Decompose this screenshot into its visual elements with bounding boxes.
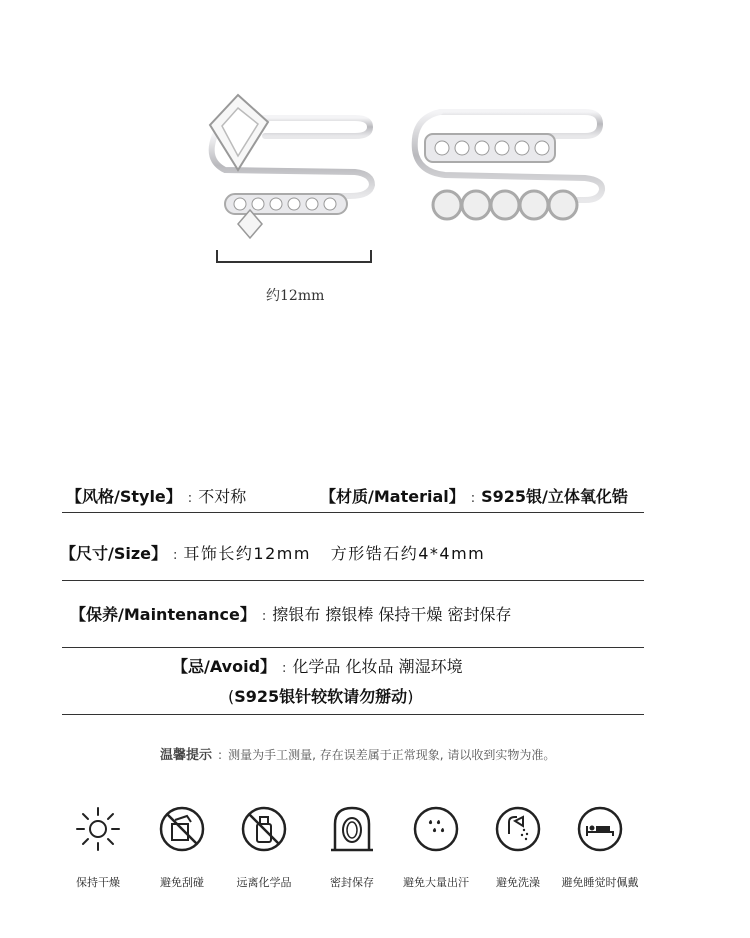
spec-avoid-note [228,684,413,707]
no-bump-icon [157,804,207,854]
note-close-paren: ) [407,687,414,706]
care-item-no-sleep [558,804,642,890]
care-item-no-sweat [394,804,478,890]
spec-style-value: 不对称 [198,487,247,506]
care-item-no-chemicals [222,804,306,890]
sealed-storage-icon [327,804,377,854]
divider [62,580,644,581]
divider [62,714,644,715]
spec-style-key: 【风格/Style】 [66,487,182,506]
spec-material-sep: : [470,491,476,506]
no-sleep-icon [575,804,625,854]
spec-size-key: 【尺寸/Size】 [60,544,168,563]
spec-avoid-note-text: S925银针较软请勿掰动 [234,687,408,706]
care-label: 远离化学品 [236,876,292,889]
product-image [0,0,750,330]
spec-material [320,484,628,507]
no-shower-icon [493,804,543,854]
spec-avoid-sep: : [282,661,287,676]
care-label: 避免睡觉时佩戴 [561,876,639,889]
sun-icon [73,804,123,854]
spec-maintenance-value: 擦银布 擦银棒 保持干燥 密封保存 [272,605,512,624]
spec-size-value: 耳饰长约12mm 方形锆石约4*4mm [183,544,486,563]
spec-maintenance [70,602,512,625]
divider [62,512,644,513]
spec-style-sep: : [187,491,193,506]
size-measure-label: 约12mm [266,288,325,304]
care-item-no-shower [476,804,560,890]
tips-sep: : [218,748,223,762]
spec-material-value: S925银/立体氧化锆 [481,487,628,506]
divider [62,647,644,648]
spec-style [66,484,246,507]
spec-maintenance-key: 【保养/Maintenance】 [70,605,256,624]
size-measure-bar [216,250,372,264]
care-label: 避免洗澡 [496,876,540,889]
warm-tips [160,744,555,763]
spec-avoid [172,654,463,677]
spec-avoid-key: 【忌/Avoid】 [172,657,277,676]
care-label: 避免大量出汗 [403,876,469,889]
care-item-sealed [310,804,394,890]
care-label: 避免刮碰 [160,876,204,889]
tips-label: 温馨提示 [160,748,213,763]
spec-avoid-value: 化学品 化妆品 潮湿环境 [292,657,463,676]
tips-text: 测量为手工测量, 存在误差属于正常现象, 请以收到实物为准。 [228,748,556,762]
spec-material-key: 【材质/Material】 [320,487,465,506]
care-label: 密封保存 [330,876,374,889]
care-label: 保持干燥 [76,876,120,889]
spec-size-sep: : [173,548,178,563]
spec-size [60,541,485,564]
spec-maintenance-sep: : [261,609,267,624]
no-sweat-icon [411,804,461,854]
no-chemicals-icon [239,804,289,854]
note-open-paren: ( [228,687,235,706]
care-item-no-bump [140,804,224,890]
care-item-dry [56,804,140,890]
